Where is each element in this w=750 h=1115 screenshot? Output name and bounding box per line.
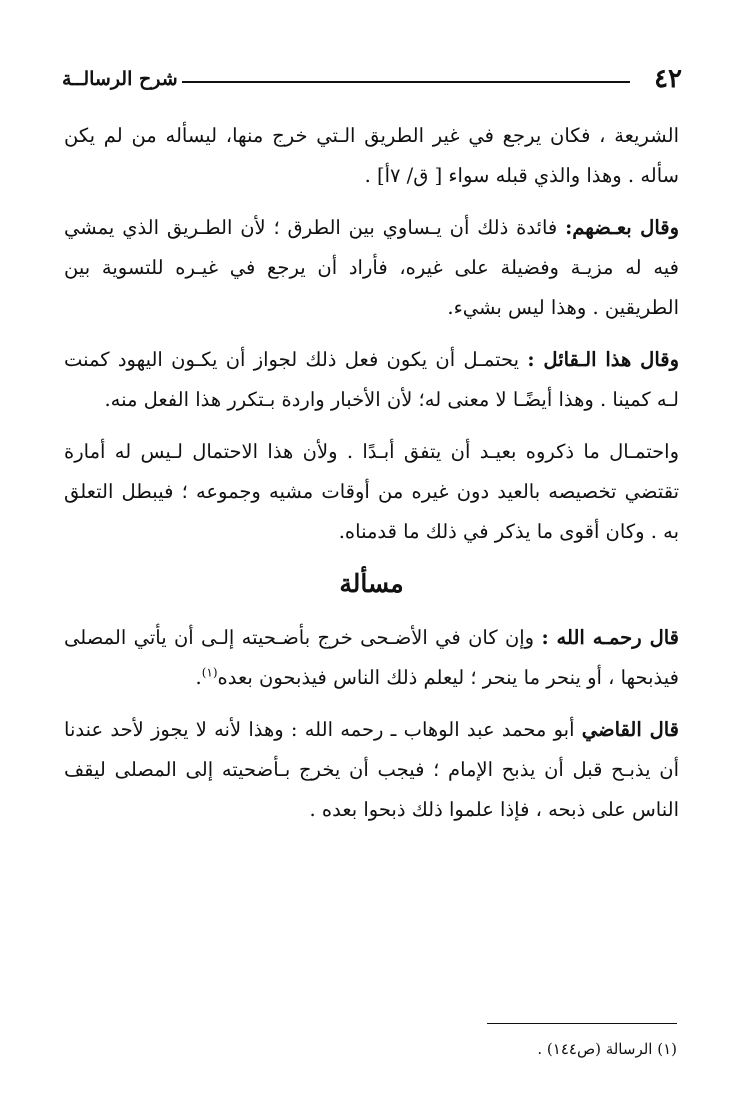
paragraph	[64, 116, 679, 196]
paragraph	[64, 340, 679, 420]
footnote: (١) الرسالة (ص١٤٤) .	[537, 1040, 677, 1058]
paragraph-text: واحتمـال ما ذكروه بعيـد أن يتفق أبـدًا . ولأن هذا الاحتمال لـيس له أمارة تقتضي تخصيصه بالعيد دون غيره من أوقات مشيه وجموعه ؛ فيبطل التعلق به . وكان أقوى ما يذكر في ذلك ما قدمناه.	[64, 440, 679, 543]
paragraph-lead: وقال هذا الـقائل :	[527, 348, 680, 371]
paragraph-text: فائدة ذلك أن يـساوي بين الطرق ؛ لأن الطـريق الذي يمشي فيه له مزيـة وفضيلة على غيره، فأراد أن يرجع في غيـره للتسوية بين الطريقين . وهذا ليس بشيء.	[64, 216, 679, 319]
page-body	[64, 116, 679, 842]
paragraph-text: الشريعة ، فكان يرجع في غير الطريق الـتي خرج منها، ليسأله من لم يكن سأله . وهذا والذي قبله سواء [ ق/ ٧أ] .	[64, 124, 679, 187]
paragraph	[64, 432, 679, 552]
paragraph-lead: قال القاضي	[581, 718, 679, 741]
page-header	[62, 60, 682, 100]
paragraph	[64, 618, 679, 698]
page-number: ٤٢	[654, 64, 682, 94]
running-title: شرح الرسالــة	[62, 68, 178, 90]
paragraph-text: أبو محمد عبد الوهاب ـ رحمه الله : وهذا لأنه لا يجوز لأحد عندنا أن يذبـح قبل أن يذبح الإمام ؛ فيجب أن يخرج بـأضحيته إلى المصلى ليقف الناس على ذبحه ، فإذا علموا ذلك ذبحوا بعده .	[64, 718, 679, 821]
paragraph-tail: .	[195, 666, 202, 689]
footnote-reference[interactable]: (١)	[201, 665, 218, 680]
paragraph-lead: قال رحمـه الله :	[541, 626, 680, 649]
header-rule	[182, 81, 630, 83]
paragraph-text: وإن كان في الأضـحى خرج بأضـحيته إلـى أن يأتي المصلى فيذبحها ، أو ينحر ما ينحر ؛ ليعلم ذلك الناس فيذبحون بعده	[64, 626, 679, 689]
paragraph-lead: وقال بعـضهم:	[565, 216, 679, 239]
paragraph	[64, 710, 679, 830]
section-title: مسألة	[339, 569, 404, 598]
footnote-rule	[487, 1023, 677, 1024]
paragraph	[64, 208, 679, 328]
paragraph-text: يحتمـل أن يكون فعل ذلك لجواز أن يكـون اليهود كمنت لـه كمينا . وهذا أيضًـا لا معنى له؛ لأن الأخبار واردة بـتكرر هذا الفعل منه.	[64, 348, 679, 411]
